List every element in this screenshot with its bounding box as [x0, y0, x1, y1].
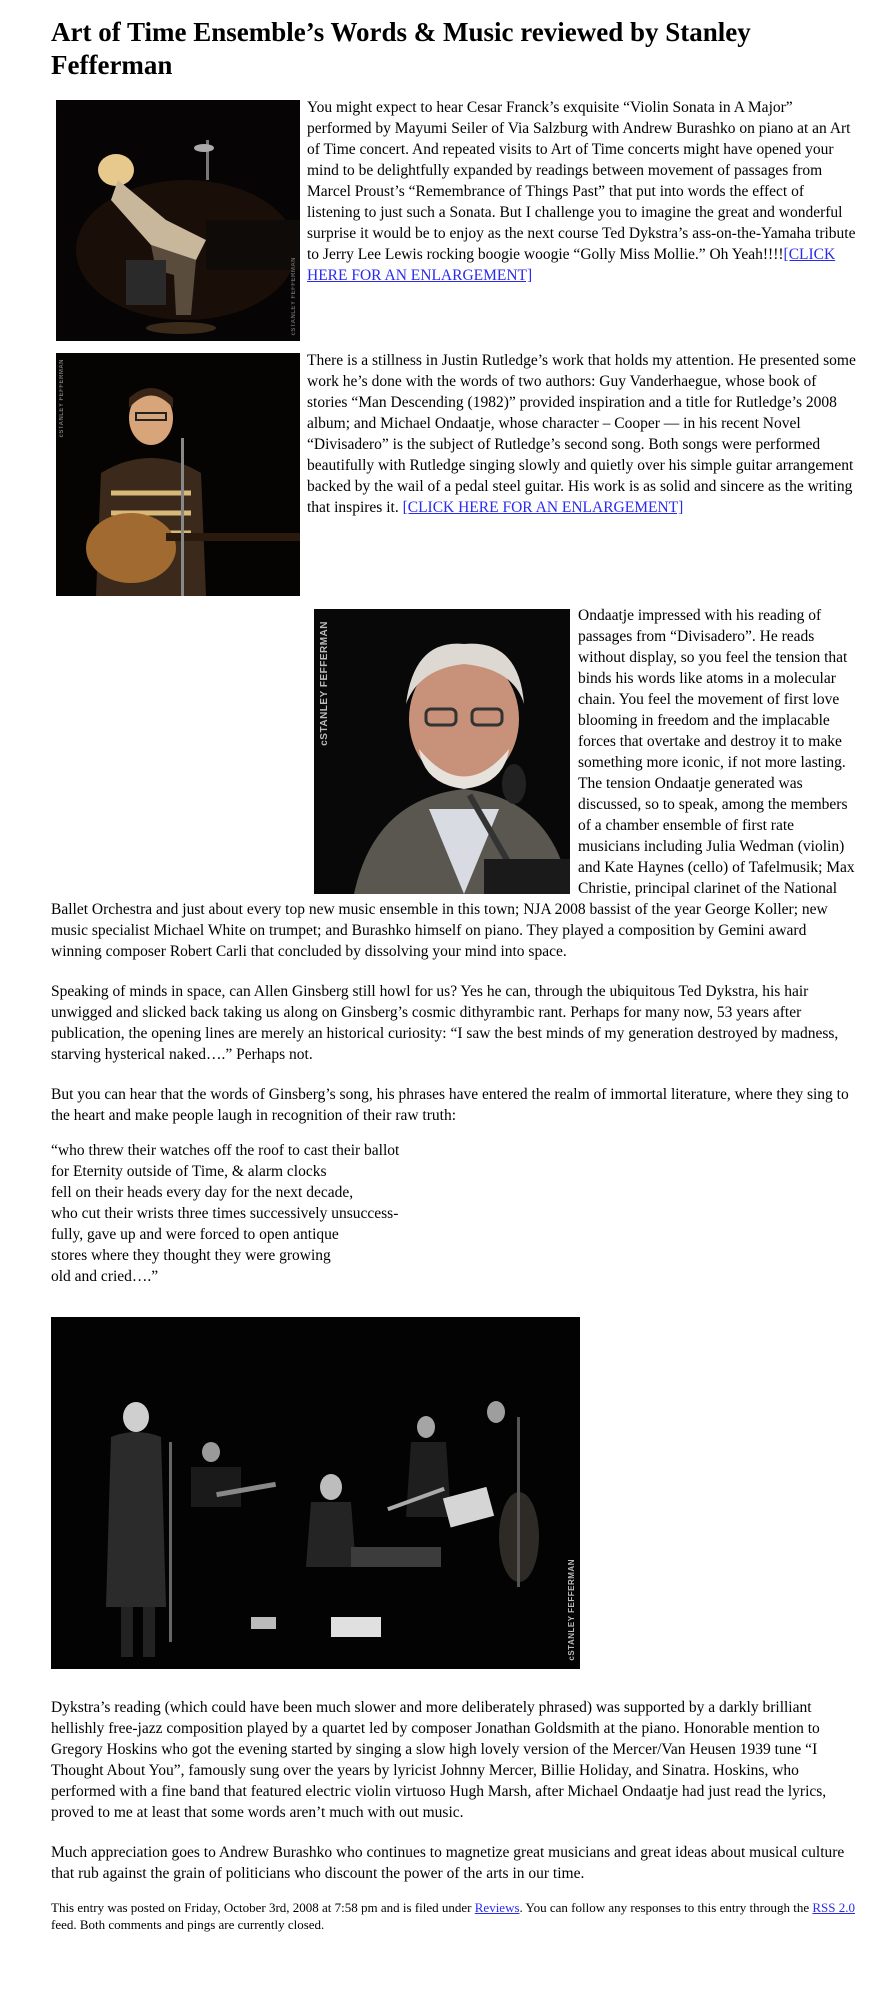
ginsberg-quote	[51, 1140, 857, 1287]
paragraph-2: There is a stillness in Justin Rutledge’s work that holds my attention. He presented some work he’s done with the words of two authors: Guy Vanderhaegue, whose book of stories “Man Descending (1982)” provided inspiration and a title for Rutledge’s 2008 album; and Michael Ondaatje, whose character – Cooper — in his recent Novel “Divisadero” is the subject of Rutledge’s second song. Both songs were performed beautifully with Rutledge singing slowly and quietly over his simple guitar arrangement backed by the wail of a pedal steel guitar. His work is as solid and sincere as the writing that inspires it. [CLICK HERE FOR AN ENLARGEMENT]	[307, 352, 856, 516]
ensemble-photo	[51, 1317, 580, 1669]
quote-line: stores where they thought they were growing	[51, 1247, 331, 1264]
ondaatje-illustration	[314, 609, 570, 894]
enlargement-link-2[interactable]: [CLICK HERE FOR AN ENLARGEMENT]	[402, 499, 684, 516]
quote-line: fully, gave up and were forced to open antique	[51, 1226, 339, 1243]
guitarist-photo	[56, 353, 300, 596]
page-title: Art of Time Ensemble’s Words & Music reviewed by Stanley Fefferman	[51, 17, 751, 80]
quote-line: for Eternity outside of Time, & alarm clocks	[51, 1163, 327, 1180]
entry-footer: This entry was posted on Friday, October 3rd, 2008 at 7:58 pm and is filed under Reviews. You can follow any responses to this entry through the RSS 2.0 feed. Both comments and pings are currently closed.	[51, 1900, 856, 1932]
pianist-photo	[56, 100, 300, 341]
paragraph-7: Much appreciation goes to Andrew Burashko who continues to magnetize great musicians and great ideas about musical culture that rub against the grain of politicians who discount the power of the arts in our time.	[51, 1844, 845, 1882]
quote-line: old and cried….”	[51, 1268, 159, 1285]
paragraph-4: Speaking of minds in space, can Allen Ginsberg still howl for us? Yes he can, through the ubiquitous Ted Dykstra, his hair unwigged and slicked back taking us along on Ginsberg’s cosmic dithyrambic rant. Perhaps for many now, 53 years after publication, the opening lines are merely an historical curiosity: “I saw the best minds of my generation destroyed by madness, starving hysterical naked….” Perhaps not.	[51, 983, 839, 1063]
paragraph-3: Ondaatje impressed with his reading of passages from “Divisadero”. He reads without display, so you feel the tension that binds his words like atoms in a molecular chain. You feel the movement of first love blooming in freedom and the implacable forces that overtake and destroy it to make something more iconic, if not more lasting. The tension Ondaatje generated was discussed, so to speak, among the members of a chamber ensemble of first rate musicians including Julia Wedman (violin) and Kate Haynes (cello) of Tafelmusik; Max Christie, principal clarinet of the National Ballet Orchestra and just about every top new music ensemble in this town; NJA 2008 bassist of the year George Koller; new music specialist Michael White on trumpet; and Burashko himself on piano. They played a composition by Gemini award winning composer Robert Carli that concluded by dissolving your mind into space.	[51, 607, 855, 960]
category-link-reviews[interactable]: Reviews	[474, 1900, 520, 1915]
paragraph-5: But you can hear that the words of Ginsberg’s song, his phrases have entered the realm of immortal literature, where they sing to the heart and make people laugh in recognition of their raw truth:	[51, 1086, 849, 1124]
section-ondaatje	[51, 605, 857, 962]
photo-credit: cSTANLEY FEFFERMAN	[291, 256, 297, 335]
pianist-illustration	[56, 100, 300, 341]
article	[51, 16, 857, 1933]
paragraph-1: You might expect to hear Cesar Franck’s exquisite “Violin Sonata in A Major” performed by Mayumi Seiler of Via Salzburg with Andrew Burashko on piano at an Art of Time concert. And repeated visits to Art of Time concerts might have opened your mind to be delightfully expanded by readings between movement of passages from Marcel Proust’s “Remembrance of Things Past” that put into words the effect of listening to just such a Sonata. But I challenge you to imagine the great and wonderful surprise it would be to enjoy as the next course Ted Dykstra’s ass-on-the-Yamaha tribute to Jerry Lee Lewis rocking boogie woogie “Golly Miss Mollie.” Oh Yeah!!!![CLICK HERE FOR AN ENLARGEMENT]	[307, 99, 856, 284]
quote-line: fell on their heads every day for the next decade,	[51, 1184, 354, 1201]
photo-credit: cSTANLEY FEFFERMAN	[319, 621, 330, 746]
section-franck	[51, 97, 857, 341]
quote-line: “who threw their watches off the roof to cast their ballot	[51, 1142, 400, 1159]
paragraph-6: Dykstra’s reading (which could have been much slower and more deliberately phrased) was supported by a darkly brilliant hellishly free-jazz composition played by a quartet led by composer Jonathan Goldsmith at the piano. Honorable mention to Gregory Hoskins who got the evening started by singing a slow high lovely version of the Mercer/Van Heusen 1939 tune “I Thought About You”, famously sung over the years by lyricist Johnny Mercer, Billie Holiday, and Sinatra. Hoskins, who performed with a fine band that featured electric violin virtuoso Hugh Marsh, after Michael Ondaatje had just read the lyrics, proved to me at least that some words aren’t much with out music.	[51, 1699, 827, 1821]
guitarist-illustration	[56, 353, 300, 596]
photo-credit: cSTANLEY FEFFERMAN	[567, 1559, 576, 1661]
rss-feed-link[interactable]: RSS 2.0	[812, 1900, 856, 1915]
ensemble-illustration	[51, 1317, 580, 1669]
photo-credit: cSTANLEY FEFFERMAN	[59, 359, 65, 438]
quote-line: who cut their wrists three times successively unsuccess-	[51, 1205, 399, 1222]
ondaatje-photo	[314, 609, 570, 894]
enlargement-link-1[interactable]: [CLICK HERE FOR AN ENLARGEMENT]	[307, 246, 836, 284]
section-rutledge	[51, 350, 857, 596]
